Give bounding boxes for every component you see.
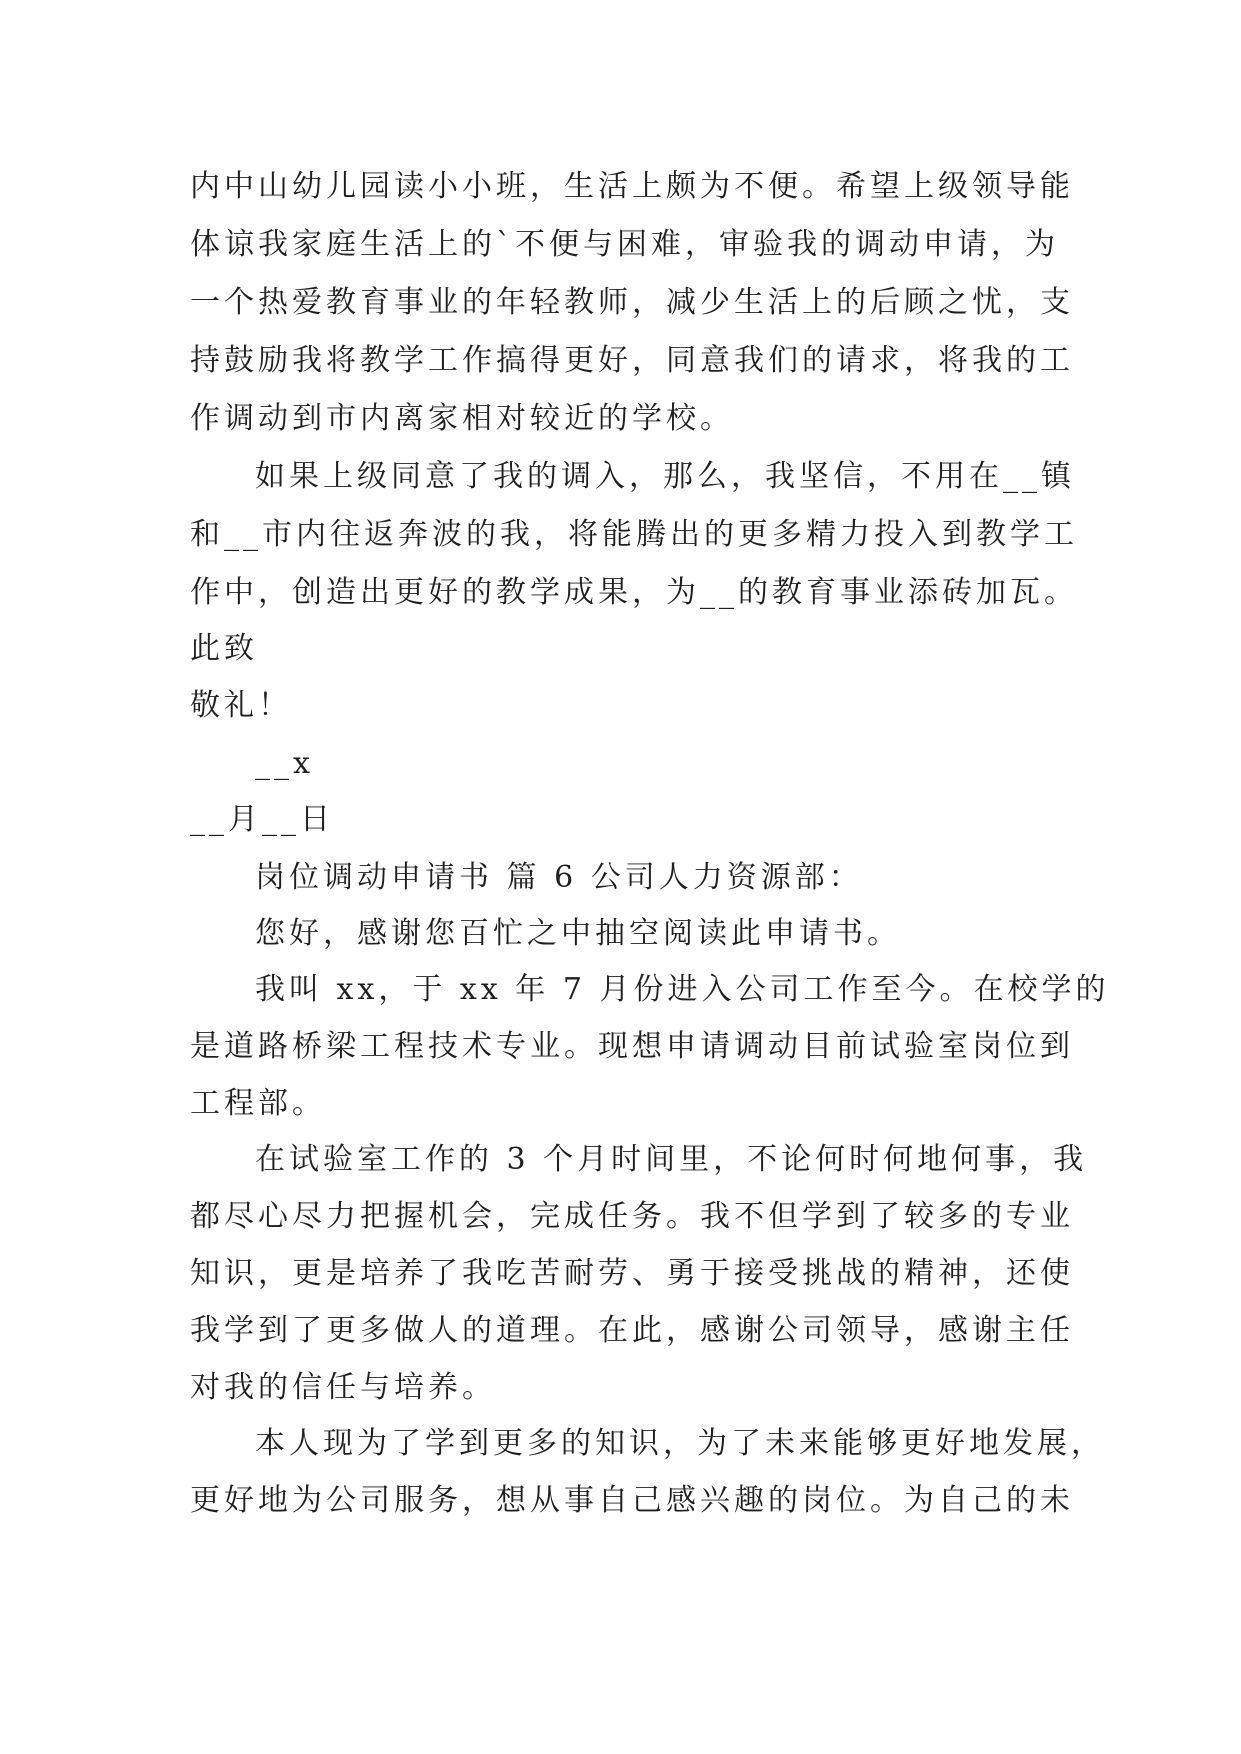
paragraph-line: 如果上级同意了我的调入，那么，我坚信，不用在__镇: [255, 459, 1075, 494]
closing-regards: 敬礼！: [190, 688, 292, 723]
paragraph-line: 作中，创造出更好的教学成果，为__的教育事业添砖加瓦。: [190, 575, 1078, 610]
paragraph-line: 内中山幼儿园读小小班，生活上颇为不便。希望上级领导能: [190, 169, 1074, 204]
paragraph-line: 本人现为了学到更多的知识，为了未来能够更好地发展，: [255, 1426, 1105, 1461]
paragraph-line: 和__市内往返奔波的我，将能腾出的更多精力投入到教学工: [190, 517, 1078, 552]
signature-date: __月__日: [190, 802, 334, 837]
paragraph-line: 我叫 xx，于 xx 年 7 月份进入公司工作至今。在校学的: [255, 972, 1110, 1007]
paragraph-line: 一个热爱教育事业的年轻教师，减少生活上的后顾之忧，支: [190, 285, 1074, 320]
paragraph-line: 我学到了更多做人的道理。在此，感谢公司领导，感谢主任: [190, 1313, 1074, 1348]
greeting-line: 您好，感谢您百忙之中抽空阅读此申请书。: [255, 916, 901, 951]
paragraph-line: 知识，更是培养了我吃苦耐劳、勇于接受挑战的精神，还使: [190, 1256, 1074, 1291]
paragraph-line: 都尽心尽力把握机会，完成任务。我不但学到了较多的专业: [190, 1199, 1074, 1234]
section-heading: 岗位调动申请书 篇 6 公司人力资源部：: [255, 860, 863, 895]
paragraph-line: 更好地为公司服务，想从事自己感兴趣的岗位。为自己的未: [190, 1483, 1074, 1518]
paragraph-line: 在试验室工作的 3 个月时间里，不论何时何地何事，我: [255, 1142, 1088, 1177]
paragraph-line: 体谅我家庭生活上的`不便与困难，审验我的调动申请，为: [190, 227, 1059, 262]
closing-salutation: 此致: [190, 631, 258, 666]
paragraph-line: 工程部。: [190, 1086, 326, 1121]
paragraph-line: 对我的信任与培养。: [190, 1370, 496, 1405]
paragraph-line: 是道路桥梁工程技术专业。现想申请调动目前试验室岗位到: [190, 1029, 1074, 1064]
signature-name: __x: [255, 746, 314, 781]
paragraph-line: 持鼓励我将教学工作搞得更好，同意我们的请求，将我的工: [190, 343, 1074, 378]
paragraph-line: 作调动到市内离家相对较近的学校。: [190, 401, 734, 436]
